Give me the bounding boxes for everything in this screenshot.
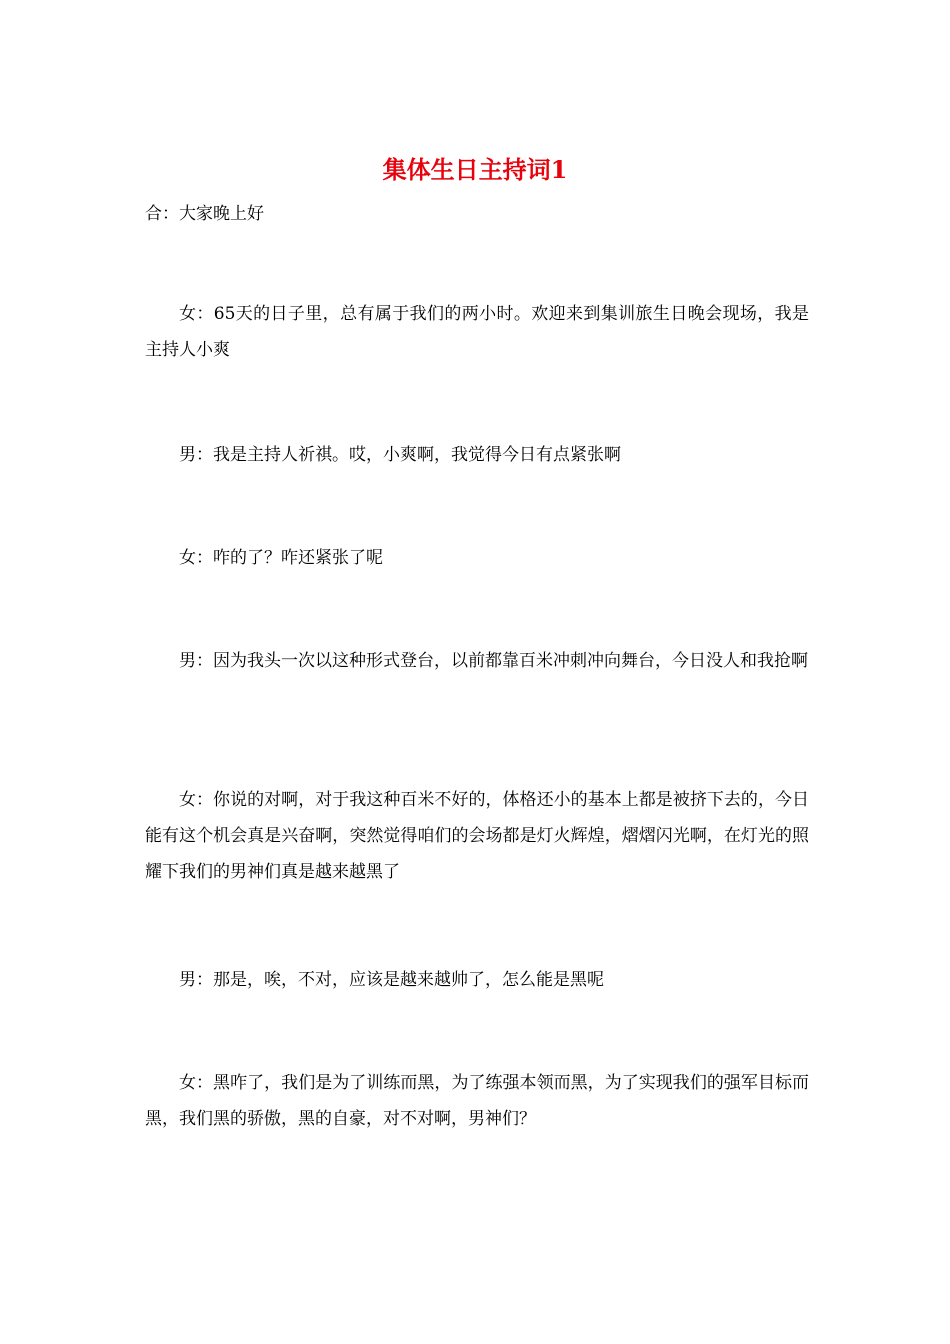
paragraph-female-1: 女：65天的日子里，总有属于我们的两小时。欢迎来到集训旅生日晚会现场，我是主持人小爽 — [145, 304, 809, 360]
paragraph-female-4: 女：黑咋了，我们是为了训练而黑，为了练强本领而黑，为了实现我们的强军目标而黑，我们黑的骄傲，黑的自豪，对不对啊，男神们？ — [145, 1073, 809, 1129]
paragraph-female-2: 女：咋的了？咋还紧张了呢 — [179, 548, 383, 568]
paragraph-male-2: 男：因为我头一次以这种形式登台，以前都靠百米冲刺冲向舞台，今日没人和我抢啊 — [179, 651, 808, 671]
paragraph-female-3: 女：你说的对啊，对于我这种百米不好的，体格还小的基本上都是被挤下去的，今日能有这个机会真是兴奋啊，突然觉得咱们的会场都是灯火辉煌，熠熠闪光啊，在灯光的照耀下我们的男神们真是越来越黑了 — [145, 790, 809, 882]
document-title: 集体生日主持词1 — [382, 155, 568, 184]
paragraph-male-1: 男：我是主持人祈祺。哎，小爽啊，我觉得今日有点紧张啊 — [179, 445, 621, 465]
paragraph-greeting: 合：大家晚上好 — [145, 204, 264, 224]
paragraph-male-3: 男：那是，唉，不对，应该是越来越帅了，怎么能是黑呢 — [179, 970, 604, 990]
